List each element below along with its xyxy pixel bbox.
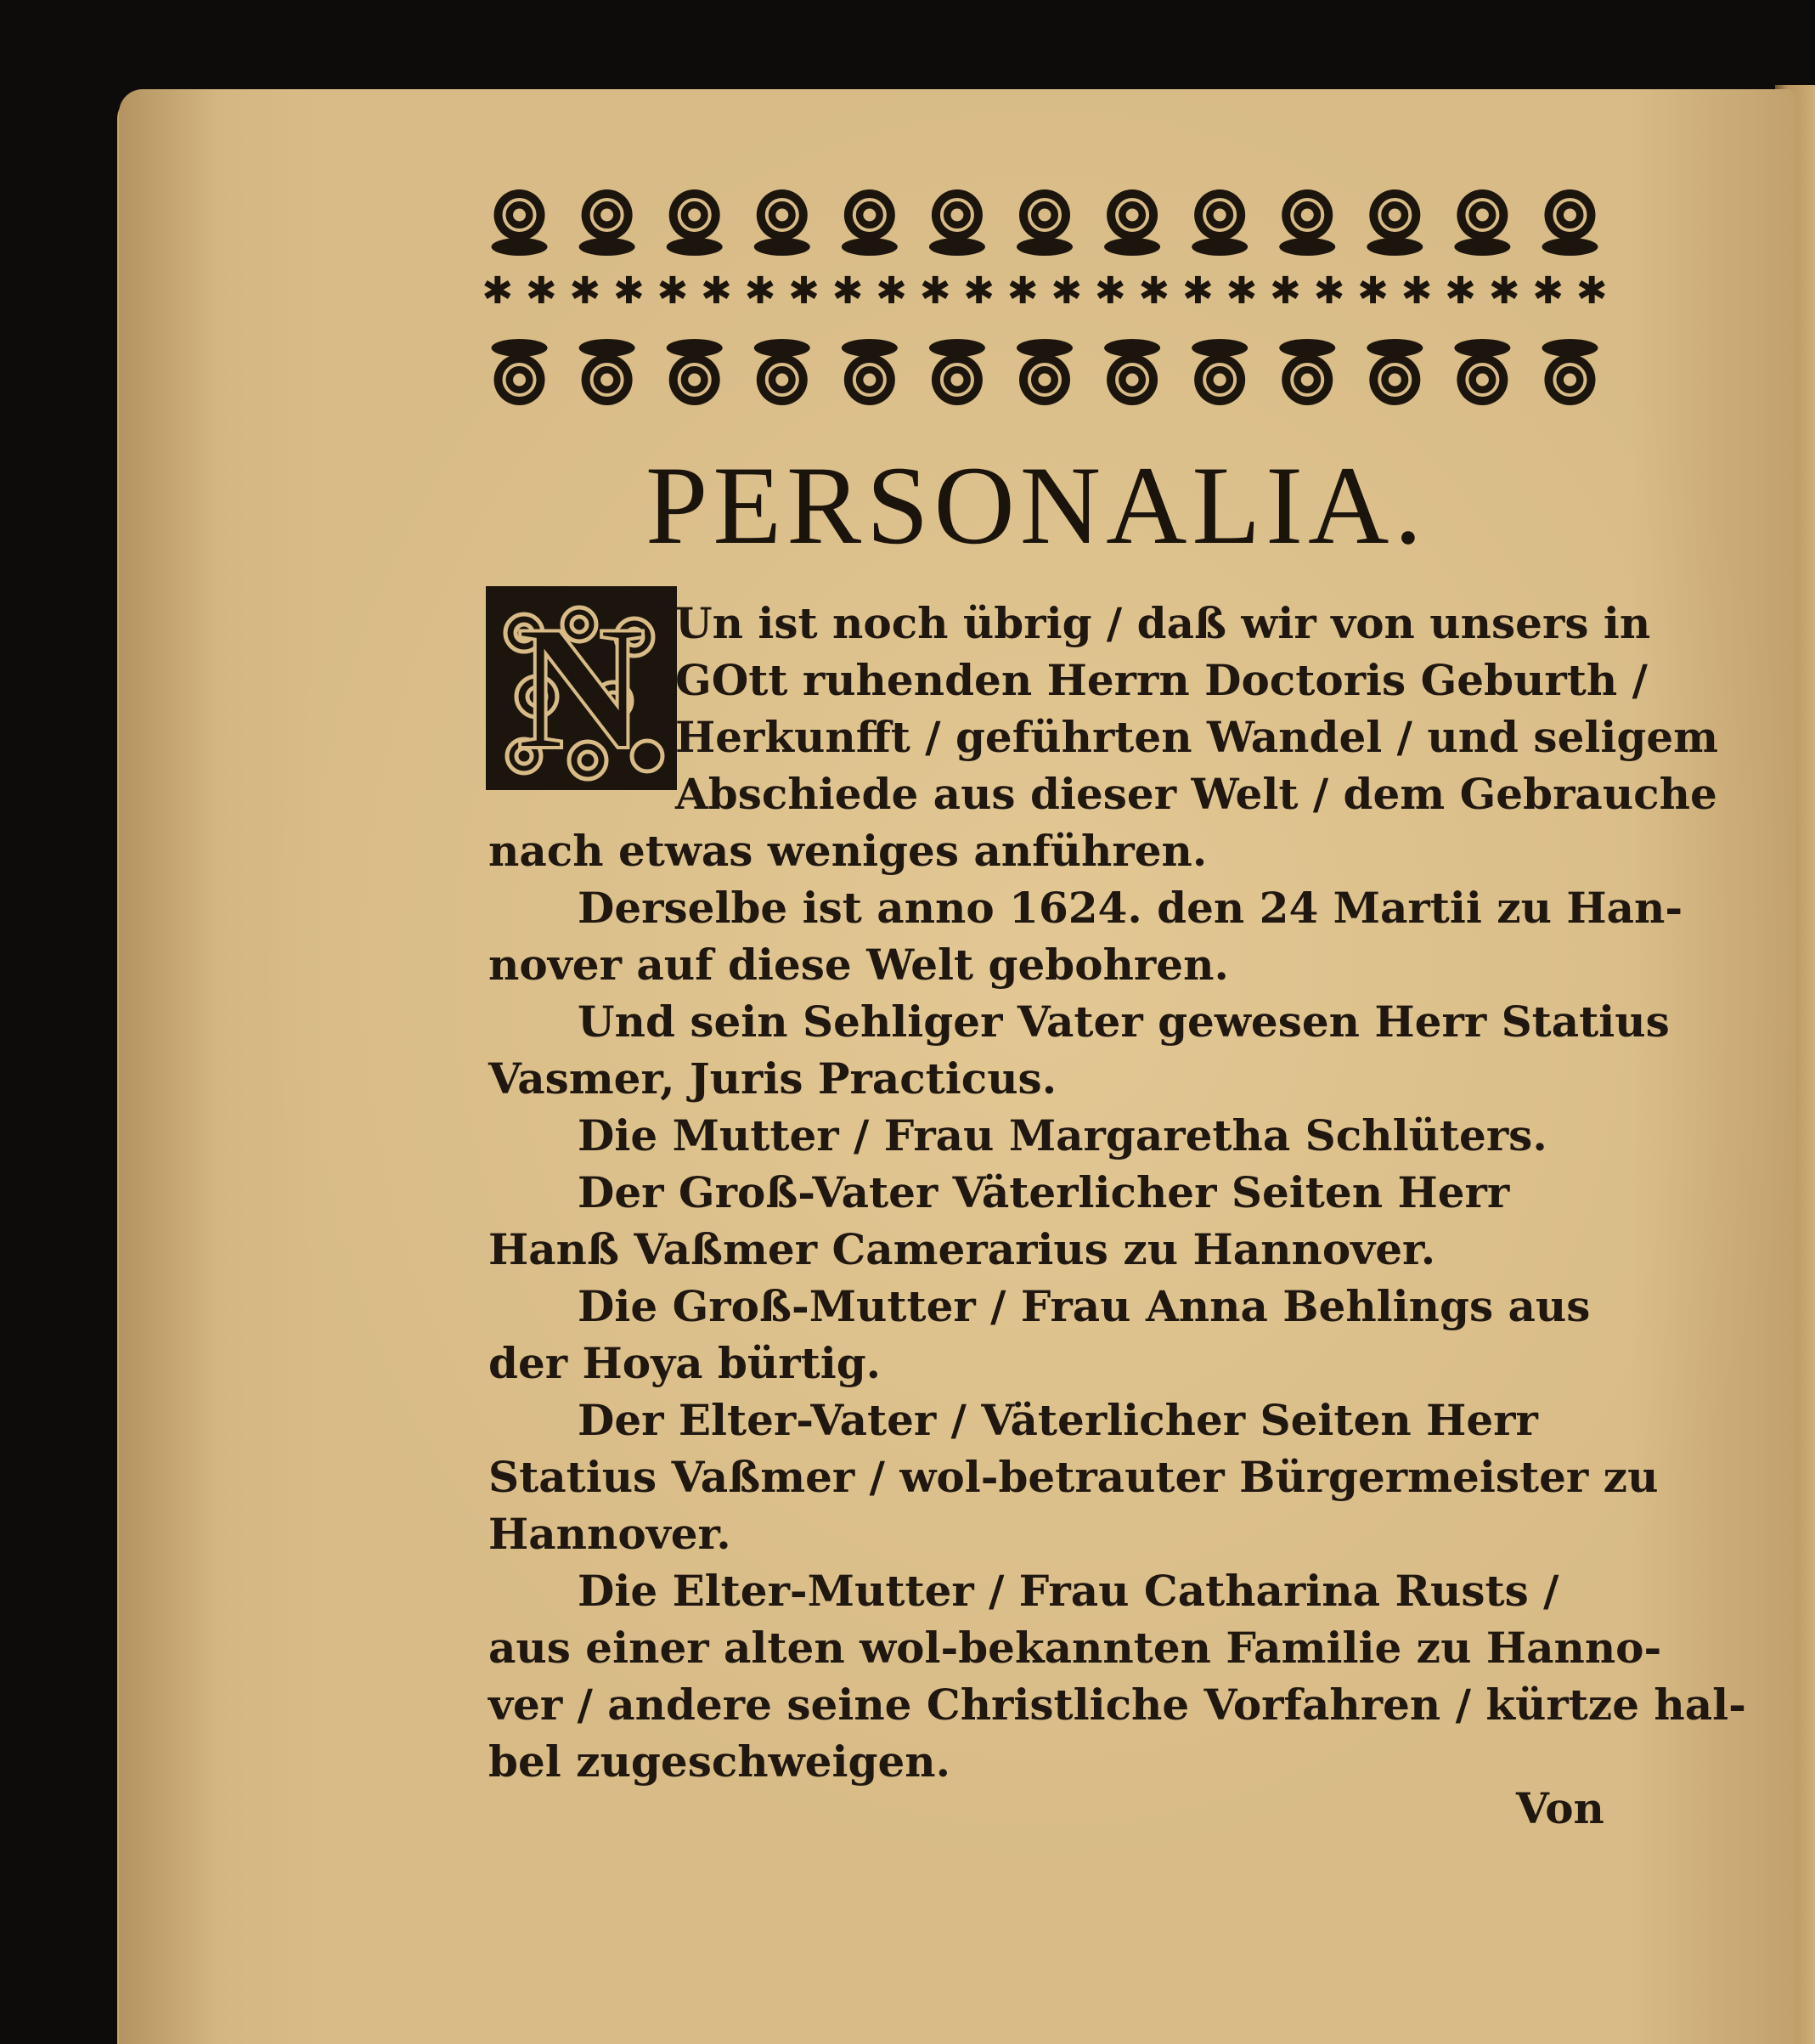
star-ornament: ✱ — [1575, 269, 1608, 313]
rosette-top — [929, 189, 985, 256]
star-ornament: ✱ — [1401, 269, 1433, 313]
star-ornament: ✱ — [1226, 269, 1258, 313]
text-line: Statius Vaßmer / wol-betrauter Bürgermeister zu — [488, 1452, 1659, 1502]
star-ornament: ✱ — [1357, 269, 1389, 313]
rosette-bottom — [1192, 339, 1248, 405]
rosette-bottom — [929, 339, 985, 405]
catchword: Von — [1516, 1783, 1604, 1833]
star-ornament: ✱ — [919, 269, 951, 313]
text-line: aus einer alten wol-bekannten Familie zu Hanno- — [488, 1623, 1662, 1673]
text-line: nach etwas weniges anführen. — [488, 826, 1208, 876]
rosette-bottom — [1017, 339, 1073, 405]
rosette-bottom — [1454, 339, 1510, 405]
text-line: Herkunfft / geführten Wandel / und seligem — [675, 712, 1719, 762]
text-line: GOtt ruhenden Herrn Doctoris Geburth / — [675, 655, 1648, 705]
star-ornament: ✱ — [1138, 269, 1170, 313]
text-line: nover auf diese Welt gebohren. — [488, 940, 1229, 990]
text-line: Abschiede aus dieser Welt / dem Gebrauche — [675, 769, 1717, 819]
star-ornament: ✱ — [1094, 269, 1126, 313]
rosette-top — [667, 189, 723, 256]
rosette-top — [1367, 189, 1423, 256]
text-line: Hanß Vaßmer Camerarius zu Hannover. — [488, 1224, 1436, 1274]
rosette-top — [1192, 189, 1248, 256]
rosette-top — [1017, 189, 1073, 256]
star-ornament: ✱ — [1006, 269, 1039, 313]
star-ornament: ✱ — [744, 269, 776, 313]
star-ornament: ✱ — [701, 269, 732, 313]
text-line: Der Groß-Vater Väterlicher Seiten Herr — [578, 1167, 1510, 1217]
star-ornament: ✱ — [482, 269, 514, 313]
rosette-bottom — [1542, 339, 1598, 405]
star-ornament: ✱ — [788, 269, 820, 313]
rosette-top — [1454, 189, 1510, 256]
text-line: Der Elter-Vater / Väterlicher Seiten Herr — [578, 1395, 1538, 1445]
text-line: Die Mutter / Frau Margaretha Schlüters. — [578, 1110, 1547, 1160]
page-title: PERSONALIA. — [645, 443, 1428, 567]
text-line: Vasmer, Juris Practicus. — [488, 1053, 1057, 1104]
rosette-bottom — [492, 339, 548, 405]
star-ornament: ✱ — [1270, 269, 1301, 313]
initial-letter-text: N — [516, 590, 645, 787]
rosette-bottom — [842, 339, 898, 405]
text-line: Und sein Sehliger Vater gewesen Herr Statius — [578, 997, 1670, 1047]
rosette-bottom — [1104, 339, 1160, 405]
star-ornament: ✱ — [1313, 269, 1345, 313]
star-ornament: ✱ — [657, 269, 689, 313]
text-line: Die Groß-Mutter / Frau Anna Behlings aus — [578, 1281, 1591, 1331]
rosette-top — [579, 189, 635, 256]
rosette-top — [492, 189, 548, 256]
star-ornament: ✱ — [1445, 269, 1477, 313]
star-ornament: ✱ — [831, 269, 864, 313]
star-ornament: ✱ — [876, 269, 908, 313]
text-line: ver / andere seine Christliche Vorfahren / kürtze hal- — [488, 1680, 1746, 1730]
star-ornament: ✱ — [1051, 269, 1083, 313]
text-line: bel zugeschweigen. — [488, 1736, 951, 1787]
star-ornament: ✱ — [963, 269, 995, 313]
star-ornament: ✱ — [1181, 269, 1214, 313]
star-ornament: ✱ — [1532, 269, 1564, 313]
rosette-bottom — [754, 339, 810, 405]
star-ornament: ✱ — [1488, 269, 1520, 313]
text-line: Un ist noch übrig / daß wir von unsers in — [675, 598, 1651, 648]
rosette-top — [842, 189, 898, 256]
rosette-bottom — [1279, 339, 1335, 405]
rosette-top — [1542, 189, 1598, 256]
star-ornament: ✱ — [525, 269, 557, 313]
star-ornament: ✱ — [612, 269, 645, 313]
text-line: Hannover. — [488, 1509, 731, 1559]
rosette-bottom — [579, 339, 635, 405]
rosette-bottom — [1367, 339, 1423, 405]
rosette-top — [1104, 189, 1160, 256]
star-ornament: ✱ — [569, 269, 601, 313]
floral-ornament-band — [476, 183, 1614, 421]
text-line: der Hoya bürtig. — [488, 1338, 882, 1388]
rosette-top — [1279, 189, 1335, 256]
rosette-top — [754, 189, 810, 256]
text-line: Derselbe ist anno 1624. den 24 Martii zu Han- — [578, 883, 1683, 933]
decorated-initial-letter — [486, 586, 677, 790]
text-line: Die Elter-Mutter / Frau Catharina Rusts / — [578, 1566, 1559, 1616]
rosette-bottom — [667, 339, 723, 405]
